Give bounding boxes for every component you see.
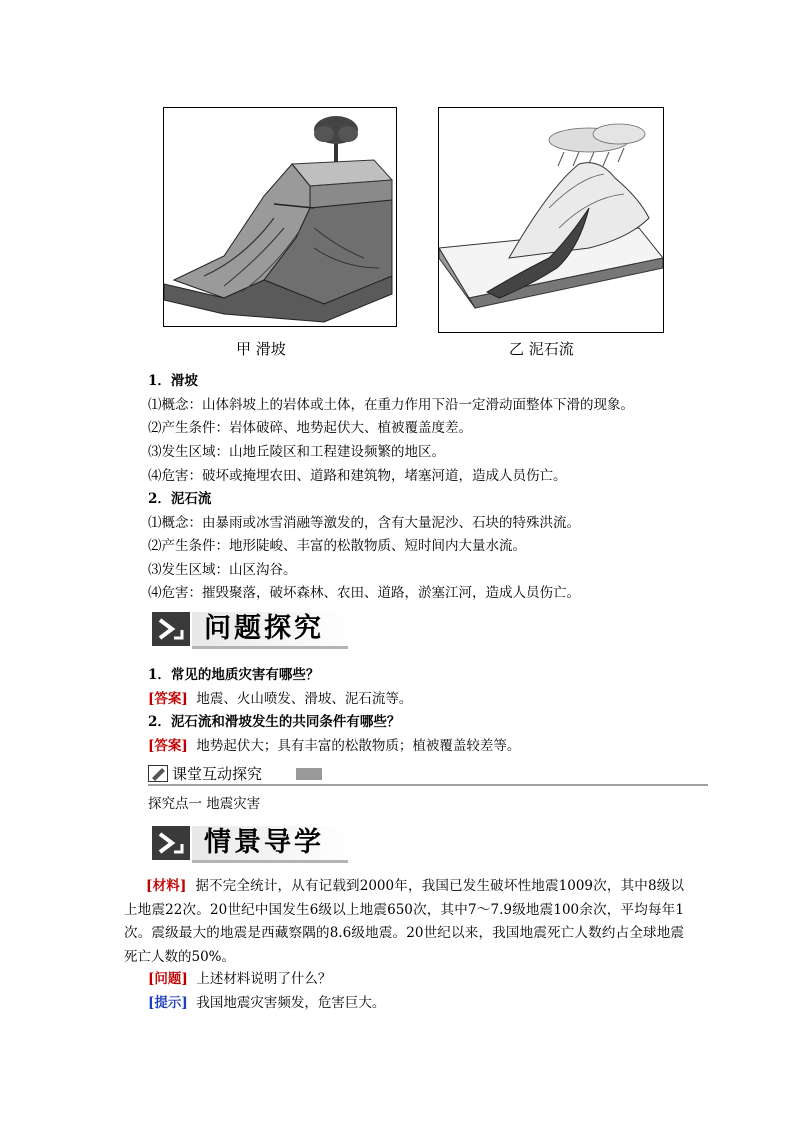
lesson-section-bar	[148, 764, 708, 784]
tree-icon	[314, 116, 358, 168]
lesson-title: 课堂互动探究	[172, 765, 263, 783]
landslide-item: ⑴概念：山体斜坡上的岩体或土体，在重力作用下沿一定滑动面整体下滑的现象。	[148, 397, 634, 413]
hint-tag: [提示]	[148, 995, 188, 1011]
debris-flow-item: ⑷危害：摧毁聚落，破坏森林、农田、道路，淤塞江河，造成人员伤亡。	[148, 585, 580, 601]
question-line	[148, 969, 331, 989]
landslide-item: ⑶发生区域：山地丘陵区和工程建设频繁的地区。	[148, 444, 445, 460]
material-tag: [材料]	[146, 878, 187, 894]
topic-title: 探究点一 地震灾害	[148, 796, 261, 812]
material-text: 据不完全统计，从有记载到2000年，我国已发生破坏性地震1009次，其中8级以上地震22次。20世纪中国发生6级以上地震650次，其中7～7.9级地震100余次，平均每年1次。震级最大的地震是西藏察隅的8.6级地震。20世纪以来，我国地震死亡人数约占全球地震死亡人数的50%。	[124, 878, 684, 965]
landslide-item: ⑵产生条件：岩体破碎、地势起伏大、植被覆盖度差。	[148, 420, 472, 436]
hint-line	[148, 993, 385, 1013]
banner-question-explore	[152, 608, 352, 650]
rain-cloud-icon	[549, 124, 645, 166]
debris-flow-item: ⑶发生区域：山区沟谷。	[148, 562, 297, 578]
debris-flow-figure	[438, 107, 664, 333]
material-paragraph	[124, 875, 684, 969]
question-text: 上述材料说明了什么？	[196, 971, 332, 987]
question-tag: [问题]	[148, 971, 188, 987]
landslide-illustration	[164, 108, 396, 326]
question-1: 1．常见的地质灾害有哪些？	[148, 667, 320, 683]
answer-text: 地震、火山喷发、滑坡、泥石流等。	[196, 691, 413, 707]
question-2: 2．泥石流和滑坡发生的共同条件有哪些？	[148, 714, 401, 730]
section-debris-flow-title: 2．泥石流	[148, 491, 212, 507]
debris-flow-item: ⑴概念：由暴雨或冰雪消融等激发的，含有大量泥沙、石块的特殊洪流。	[148, 515, 580, 531]
debris-flow-item: ⑵产生条件：地形陡峻、丰富的松散物质、短时间内大量水流。	[148, 538, 526, 554]
answer-1	[148, 689, 412, 709]
landslide-figure	[163, 107, 397, 327]
pencil-icon	[148, 765, 168, 782]
answer-tag: [答案]	[148, 691, 188, 707]
arrow-icon	[152, 826, 190, 860]
section-landslide-title: 1．滑坡	[148, 373, 198, 389]
answer-text: 地势起伏大；具有丰富的松散物质；植被覆盖较差等。	[196, 738, 521, 754]
banner-title: 情景导学	[204, 827, 324, 858]
answer-tag: [答案]	[148, 738, 188, 754]
debris-flow-illustration	[439, 108, 663, 332]
landslide-item: ⑷危害：破坏或掩埋农田、道路和建筑物，堵塞河道，造成人员伤亡。	[148, 468, 567, 484]
banner-scenario-guide	[152, 822, 352, 864]
arrow-icon	[152, 612, 190, 646]
banner-title: 问题探究	[204, 613, 324, 644]
landslide-caption: 甲 滑坡	[236, 340, 286, 358]
debris-flow-caption: 乙 泥石流	[509, 340, 574, 358]
answer-2	[148, 736, 520, 756]
hint-text: 我国地震灾害频发，危害巨大。	[196, 995, 386, 1011]
